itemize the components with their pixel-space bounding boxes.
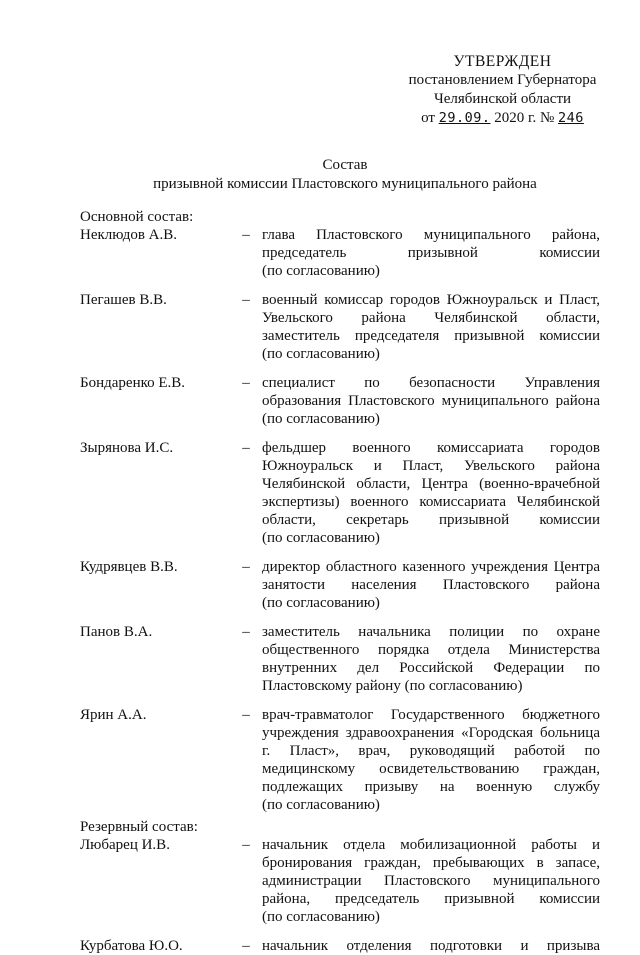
position-line: военный комиссар городов Южноуральск и Пласт, [262, 292, 600, 308]
member-position [262, 291, 600, 363]
member-row [80, 226, 600, 280]
position-line: (по согласованию) [262, 595, 380, 611]
member-row [80, 439, 600, 547]
member-name: Бондаренко Е.В. [80, 375, 186, 391]
position-line: директор областного казенного учреждения Центра [262, 559, 600, 575]
position-line: фельдшер военного комиссариата городов [262, 440, 600, 456]
position-line: Пластовскому району (по согласованию) [262, 678, 523, 694]
member-position [262, 558, 600, 612]
position-line: председатель призывной комиссии [262, 245, 600, 261]
member-name: Панов В.А. [80, 624, 153, 640]
position-line: внутренних дел Российской Федерации по [262, 660, 600, 676]
approval-line-2: Челябинской области [433, 91, 572, 107]
approval-heading: УТВЕРЖДЕН [453, 53, 552, 70]
approval-line-1: постановлением Губернатора [408, 72, 597, 88]
reserve-members-list [80, 836, 600, 955]
member-position [262, 706, 600, 814]
position-line: занятости населения Пластовского района [262, 577, 600, 593]
member-dash: – [242, 938, 250, 954]
position-line: заместитель начальника полиции по охране [262, 624, 600, 640]
position-line: образования Пластовского муниципального района [262, 393, 600, 409]
position-line: глава Пластовского муниципального района, [262, 227, 600, 243]
main-section-label: Основной состав: [80, 209, 194, 225]
position-line: общественного порядка отдела Министерства [262, 642, 600, 658]
position-line: экспертизы) военного комиссариата Челябинской [262, 494, 600, 510]
member-name: Зырянова И.С. [80, 440, 174, 456]
position-line: г. Пласт», врач, руководящий работой по [262, 743, 600, 759]
date-value: 29.09. [438, 110, 491, 126]
member-row [80, 291, 600, 363]
position-line: администрации Пластовского муниципального [262, 873, 600, 889]
member-name: Курбатова Ю.О. [80, 938, 183, 954]
member-position [262, 623, 600, 695]
date-suffix: 2020 г. № [494, 110, 555, 126]
member-row [80, 937, 600, 955]
position-line: (по согласованию) [262, 797, 380, 813]
position-line: (по согласованию) [262, 263, 380, 279]
member-position [262, 374, 600, 428]
position-line: начальник отделения подготовки и призыва [262, 938, 600, 954]
position-line: врач-травматолог Государственного бюджетного [262, 707, 600, 723]
member-row [80, 623, 600, 695]
position-line: области, секретарь призывной комиссии [262, 512, 600, 528]
member-position [262, 836, 600, 926]
position-line: начальник отдела мобилизационной работы и [262, 837, 600, 853]
position-line: подлежащих призыву на военную службу [262, 779, 600, 795]
title-line-1: Состав [322, 157, 368, 173]
position-line: Челябинской области, Центра (военно-врачебной [262, 476, 600, 492]
position-line: учреждения здравоохранения «Городская больница [262, 725, 600, 741]
member-dash: – [242, 624, 250, 640]
approval-date-line [400, 109, 605, 128]
member-row [80, 374, 600, 428]
member-name: Неклюдов А.В. [80, 227, 178, 243]
commission-list [80, 208, 600, 955]
member-dash: – [242, 227, 250, 243]
position-line: Увельского района Челябинской области, [262, 310, 600, 326]
member-dash: – [242, 440, 250, 456]
position-line: (по согласованию) [262, 411, 380, 427]
member-name: Ярин А.А. [80, 707, 147, 723]
member-position [262, 226, 600, 280]
position-line: (по согласованию) [262, 530, 380, 546]
date-prefix: от [421, 110, 435, 126]
approval-block [400, 52, 605, 128]
member-dash: – [242, 559, 250, 575]
member-dash: – [242, 837, 250, 853]
document-title [80, 156, 610, 194]
position-line: специалист по безопасности Управления [262, 375, 600, 391]
position-line: Южноуральск и Пласт, Увельского района [262, 458, 600, 474]
reserve-section-label: Резервный состав: [80, 819, 198, 835]
position-line: (по согласованию) [262, 346, 380, 362]
decree-number: 246 [558, 110, 584, 126]
position-line: бронирования граждан, пребывающих в запасе, [262, 855, 600, 871]
position-line: заместитель председателя призывной комиссии [262, 328, 600, 344]
position-line: медицинскому освидетельствованию граждан, [262, 761, 600, 777]
member-row [80, 558, 600, 612]
member-position [262, 439, 600, 547]
member-dash: – [242, 707, 250, 723]
member-dash: – [242, 292, 250, 308]
title-line-2: призывной комиссии Пластовского муниципального района [153, 176, 537, 192]
member-dash: – [242, 375, 250, 391]
member-row [80, 706, 600, 814]
position-line: (по согласованию) [262, 909, 380, 925]
member-position [262, 937, 600, 955]
member-name: Пегашев В.В. [80, 292, 167, 308]
member-name: Кудрявцев В.В. [80, 559, 178, 575]
member-name: Любарец И.В. [80, 837, 170, 853]
member-row [80, 836, 600, 926]
position-line: района, председатель призывной комиссии [262, 891, 600, 907]
main-members-list [80, 226, 600, 814]
